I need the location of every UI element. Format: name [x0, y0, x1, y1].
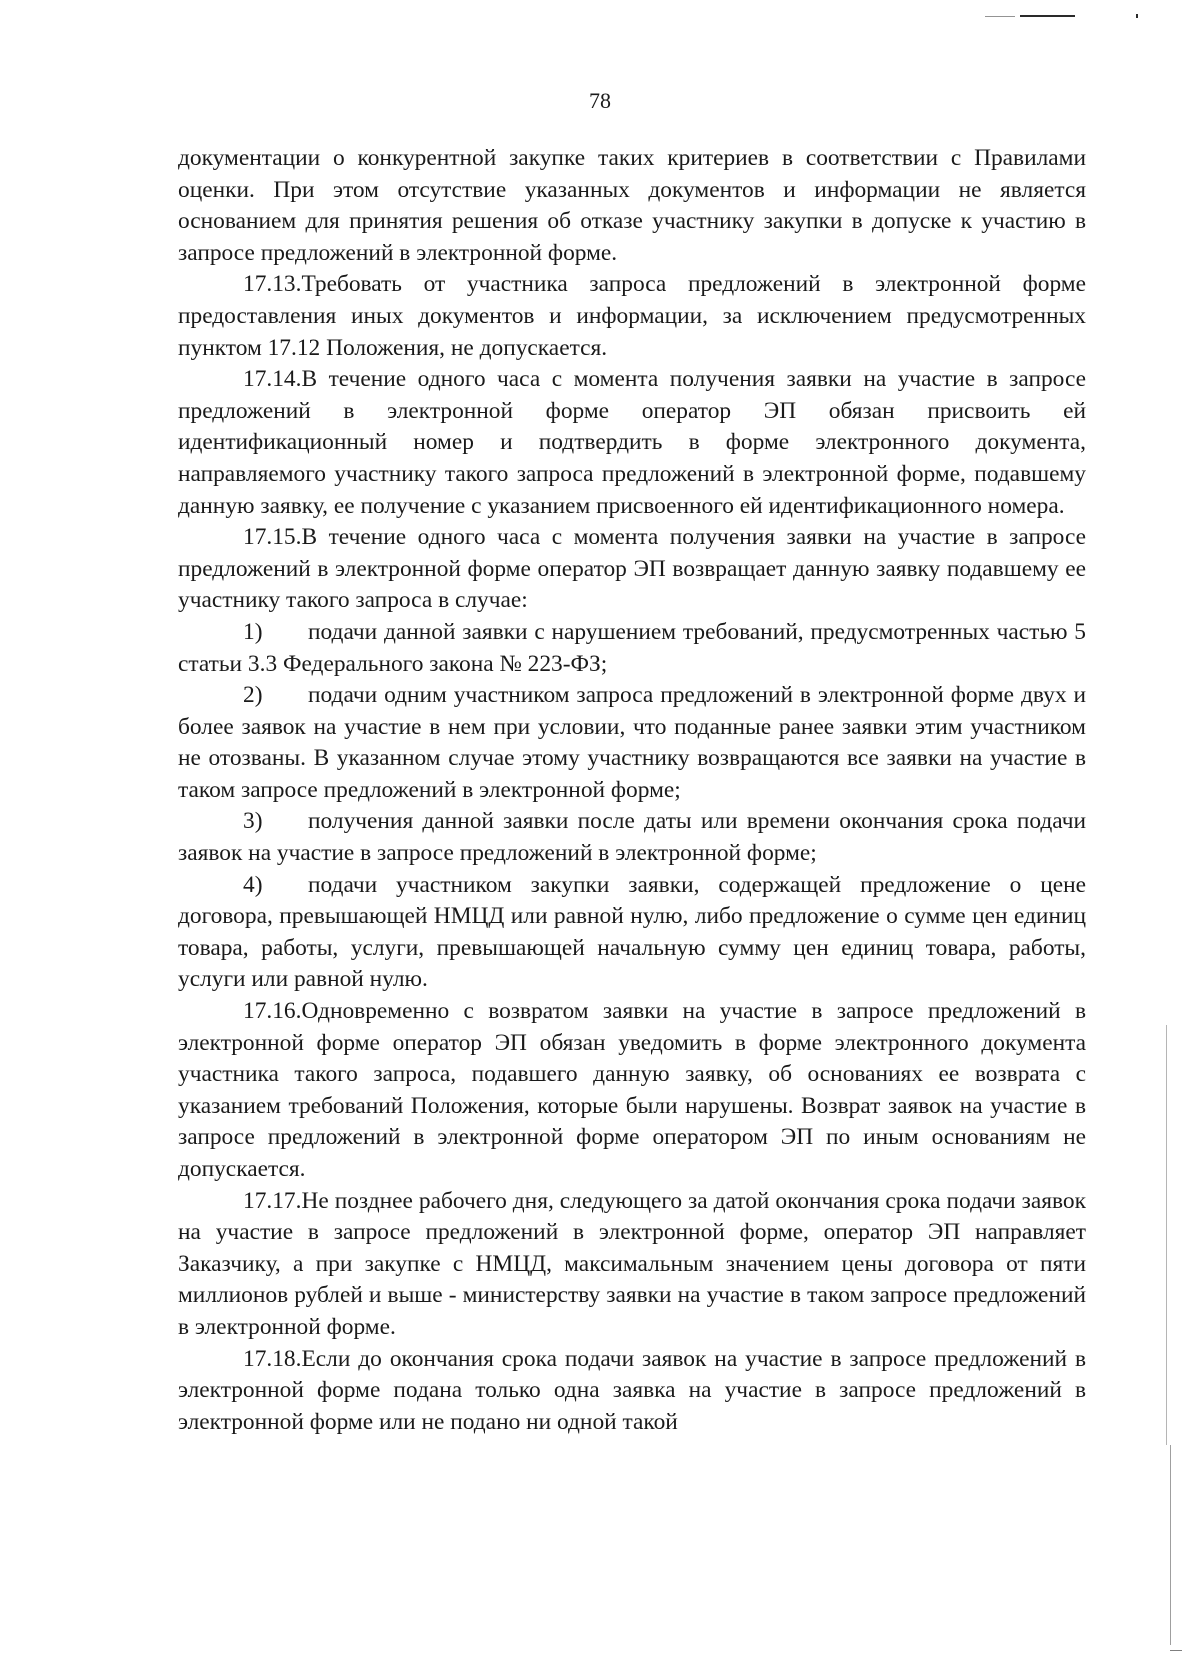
- list-text: подачи данной заявки с нарушением требований, предусмотренных частью 5 статьи 3.3 Федерального закона № 223-ФЗ;: [178, 618, 1086, 677]
- paragraph-17-17: 17.17.Не позднее рабочего дня, следующего за датой окончания срока подачи заявок на участие в запросе предложений в электронной форме, оператор ЭП направляет Заказчику, а при закупке с НМЦД, максимальным значением цены договора от пяти миллионов рублей и выше - министерству заявки на участие в таком запросе предложений в электронной форме.: [178, 1187, 1086, 1340]
- list-item-2: [178, 680, 1086, 806]
- list-number: 3): [243, 808, 263, 835]
- list-text: получения данной заявки после даты или времени окончания срока подачи заявок на участие в запросе предложений в электронной форме;: [178, 808, 1086, 867]
- scan-artifact: [1020, 15, 1075, 17]
- page-number: 78: [589, 88, 611, 113]
- list-number: 2): [243, 682, 263, 709]
- scan-artifact: [1170, 1445, 1171, 1645]
- list-item-4: [178, 870, 1086, 996]
- scan-artifact: [1166, 1025, 1167, 1445]
- paragraph-17-16: 17.16.Одновременно с возвратом заявки на участие в запросе предложений в электронной форме оператор ЭП обязан уведомить в форме электронного документа участника такого запроса, подавшего данную заявку, об основаниях ее возврата с указанием требований Положения, которые были нарушены. Возврат заявок на участие в запросе предложений в электронной форме оператором ЭП по иным основаниям не допускается.: [178, 998, 1086, 1182]
- scan-artifact: [1136, 14, 1138, 18]
- scan-artifact: [985, 16, 1015, 17]
- list-item-3: [178, 806, 1086, 869]
- list-number: 4): [243, 871, 263, 898]
- list-text: подачи одним участником запроса предложений в электронной форме двух и более заявок на участие в нем при условии, что поданные ранее заявки этим участником не отозваны. В указанном случае этому участнику возвращаются все заявки на участие в таком запросе предложений в электронной форме;: [178, 682, 1086, 803]
- list-item-1: [178, 617, 1086, 680]
- paragraph-17-15: 17.15.В течение одного часа с момента получения заявки на участие в запросе предложений в электронной форме оператор ЭП возвращает данную заявку подавшему ее участнику такого запроса в случае:: [178, 524, 1086, 614]
- paragraph-17-18: 17.18.Если до окончания срока подачи заявок на участие в запросе предложений в электронной форме подана только одна заявка на участие в запросе предложений в электронной форме или не подано ни одной такой: [178, 1345, 1086, 1435]
- paragraph-continuation: документации о конкурентной закупке таких критериев в соответствии с Правилами оценки. При этом отсутствие указанных документов и информации не является основанием для принятия решения об отказе участнику закупки в допуске к участию в запросе предложений в электронной форме.: [178, 145, 1086, 266]
- list-number: 1): [243, 618, 263, 645]
- paragraph-17-13: 17.13.Требовать от участника запроса предложений в электронной форме предоставления иных документов и информации, за исключением предусмотренных пунктом 17.12 Положения, не допускается.: [178, 271, 1086, 361]
- list-text: подачи участником закупки заявки, содержащей предложение о цене договора, превышающей НМЦД или равной нулю, либо предложение о сумме цен единиц товара, работы, услуги, превышающей начальную сумму цен единиц товара, работы, услуги или равной нулю.: [178, 871, 1086, 993]
- paragraph-17-14: 17.14.В течение одного часа с момента получения заявки на участие в запросе предложений в электронной форме оператор ЭП обязан присвоить ей идентификационный номер и подтвердить в форме электронного документа, направляемого участнику такого запроса предложений в электронной форме, подавшему данную заявку, ее получение с указанием присвоенного ей идентификационного номера.: [178, 366, 1086, 519]
- scan-artifact: [1170, 1650, 1182, 1651]
- document-body: [178, 143, 1086, 1438]
